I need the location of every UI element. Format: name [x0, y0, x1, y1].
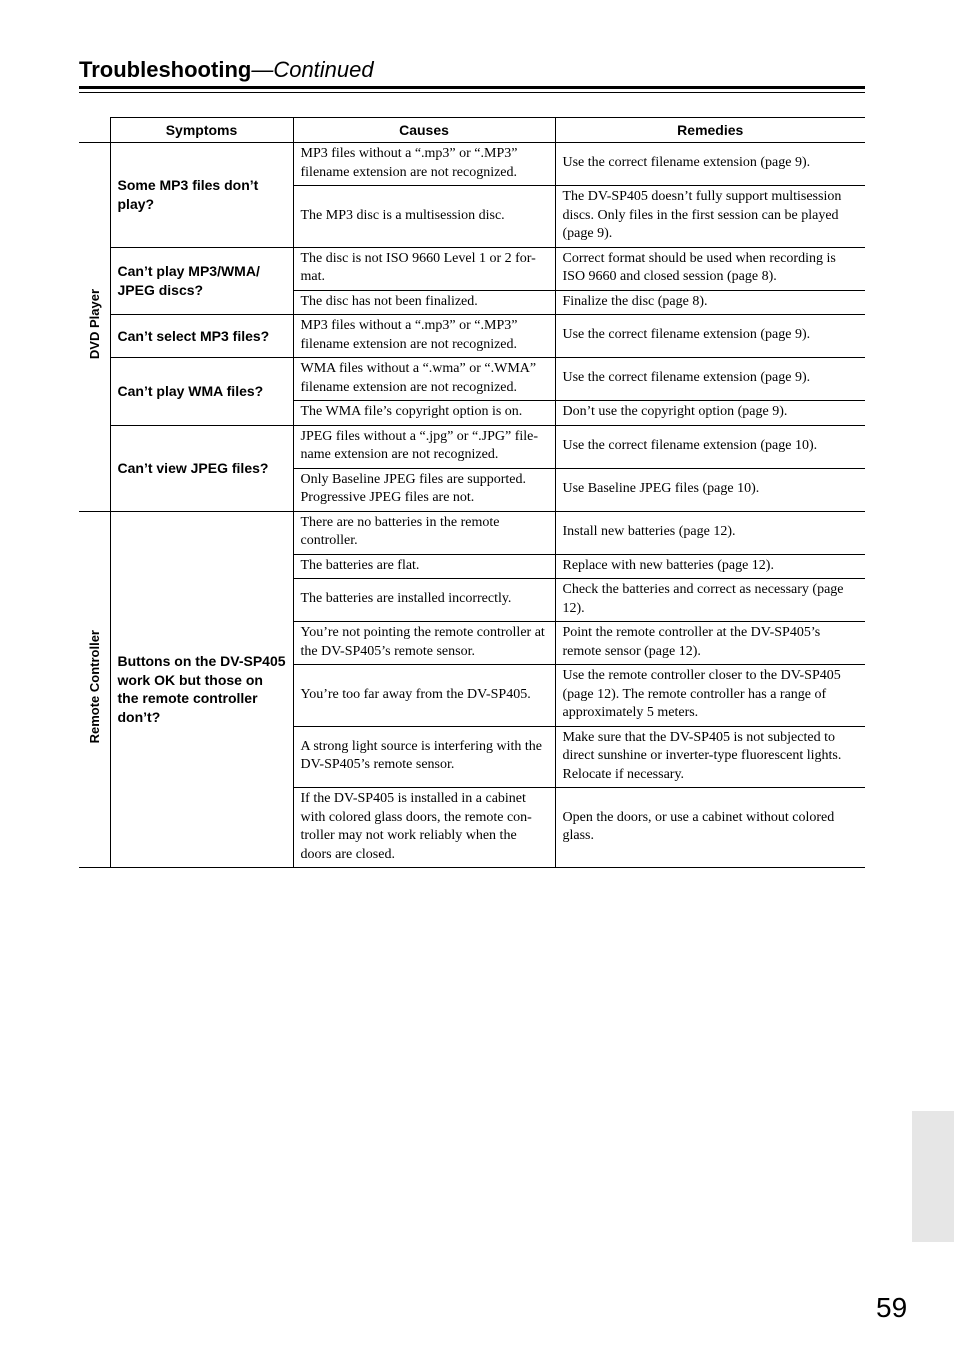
table-header-row: [79, 118, 865, 143]
group-label: Remote Controller: [86, 630, 102, 744]
symptom-cell: Buttons on the DV-SP405 work OK but those on the remote controller don’t?: [110, 511, 293, 868]
cause-cell: A strong light source is interfering with the DV-SP405’s remote sensor.: [293, 726, 555, 788]
remedy-cell: Replace with new batteries (page 12).: [555, 554, 865, 579]
page-number: 59: [876, 1292, 908, 1323]
header-remedies: Remedies: [555, 118, 865, 143]
cause-cell: You’re not pointing the remote controller at the DV-SP405’s remote sensor.: [293, 622, 555, 665]
cause-cell: Only Baseline JPEG files are supported. Progressive JPEG files are not.: [293, 468, 555, 511]
symptom-cell: Can’t play WMA files?: [110, 358, 293, 426]
remedy-cell: Check the batteries and correct as necessary (page 12).: [555, 579, 865, 622]
header-causes: Causes: [293, 118, 555, 143]
cause-cell: MP3 files without a “.mp3” or “.MP3” filename extension are not recognized.: [293, 143, 555, 186]
remedy-cell: Point the remote controller at the DV-SP405’s remote sensor (page 12).: [555, 622, 865, 665]
symptom-cell: Can’t play MP3/WMA/ JPEG discs?: [110, 247, 293, 315]
title-rule-thick: [79, 86, 865, 89]
cause-cell: JPEG files without a “.jpg” or “.JPG” file-name extension are not recognized.: [293, 425, 555, 468]
table-row: [79, 511, 865, 554]
remedy-cell: Use the correct filename extension (page 9).: [555, 315, 865, 358]
cause-cell: If the DV-SP405 is installed in a cabinet with colored glass doors, the remote con-troller may not work reliably when the doors are closed.: [293, 788, 555, 868]
remedy-cell: Use the correct filename extension (page 9).: [555, 143, 865, 186]
cause-cell: The batteries are installed incorrectly.: [293, 579, 555, 622]
remedy-cell: Finalize the disc (page 8).: [555, 290, 865, 315]
cause-cell: The disc has not been finalized.: [293, 290, 555, 315]
remedy-cell: Don’t use the copyright option (page 9).: [555, 401, 865, 426]
cause-cell: The MP3 disc is a multisession disc.: [293, 186, 555, 248]
table-row: [79, 247, 865, 290]
table-row: [79, 315, 865, 358]
symptom-cell: Can’t select MP3 files?: [110, 315, 293, 358]
title-rule-thin: [79, 92, 865, 93]
table-row: [79, 143, 865, 186]
troubleshooting-table: [79, 117, 865, 868]
group-dvd-player: [79, 143, 110, 512]
remedy-cell: Use the remote controller closer to the DV-SP405 (page 12). The remote controller has a range of approximately 5 meters.: [555, 665, 865, 727]
title-main: Troubleshooting: [79, 57, 252, 82]
header-symptoms: Symptoms: [110, 118, 293, 143]
cause-cell: There are no batteries in the remote controller.: [293, 511, 555, 554]
remedy-cell: Use the correct filename extension (page 9).: [555, 358, 865, 401]
group-label: DVD Player: [86, 289, 102, 360]
remedy-cell: Correct format should be used when recording is ISO 9660 and closed session (page 8).: [555, 247, 865, 290]
cause-cell: WMA files without a “.wma” or “.WMA” filename extension are not recognized.: [293, 358, 555, 401]
remedy-cell: Open the doors, or use a cabinet without colored glass.: [555, 788, 865, 868]
header-blank-cell: [79, 118, 110, 143]
page-title: [79, 56, 374, 84]
table-row: [79, 425, 865, 468]
remedy-cell: Install new batteries (page 12).: [555, 511, 865, 554]
remedy-cell: The DV-SP405 doesn’t fully support multisession discs. Only files in the first session can be played (page 9).: [555, 186, 865, 248]
side-thumb-tab: [912, 1111, 954, 1242]
title-continued: —Continued: [251, 57, 374, 82]
cause-cell: The batteries are flat.: [293, 554, 555, 579]
remedy-cell: Use the correct filename extension (page 10).: [555, 425, 865, 468]
cause-cell: The disc is not ISO 9660 Level 1 or 2 for-mat.: [293, 247, 555, 290]
remedy-cell: Make sure that the DV-SP405 is not subjected to direct sunshine or inverter-type fluorescent lights. Relocate if necessary.: [555, 726, 865, 788]
cause-cell: The WMA file’s copyright option is on.: [293, 401, 555, 426]
group-remote-controller: [79, 511, 110, 868]
symptom-cell: Can’t view JPEG files?: [110, 425, 293, 511]
symptom-cell: Some MP3 files don’t play?: [110, 143, 293, 248]
cause-cell: MP3 files without a “.mp3” or “.MP3” filename extension are not recognized.: [293, 315, 555, 358]
table-row: [79, 358, 865, 401]
remedy-cell: Use Baseline JPEG files (page 10).: [555, 468, 865, 511]
cause-cell: You’re too far away from the DV-SP405.: [293, 665, 555, 727]
